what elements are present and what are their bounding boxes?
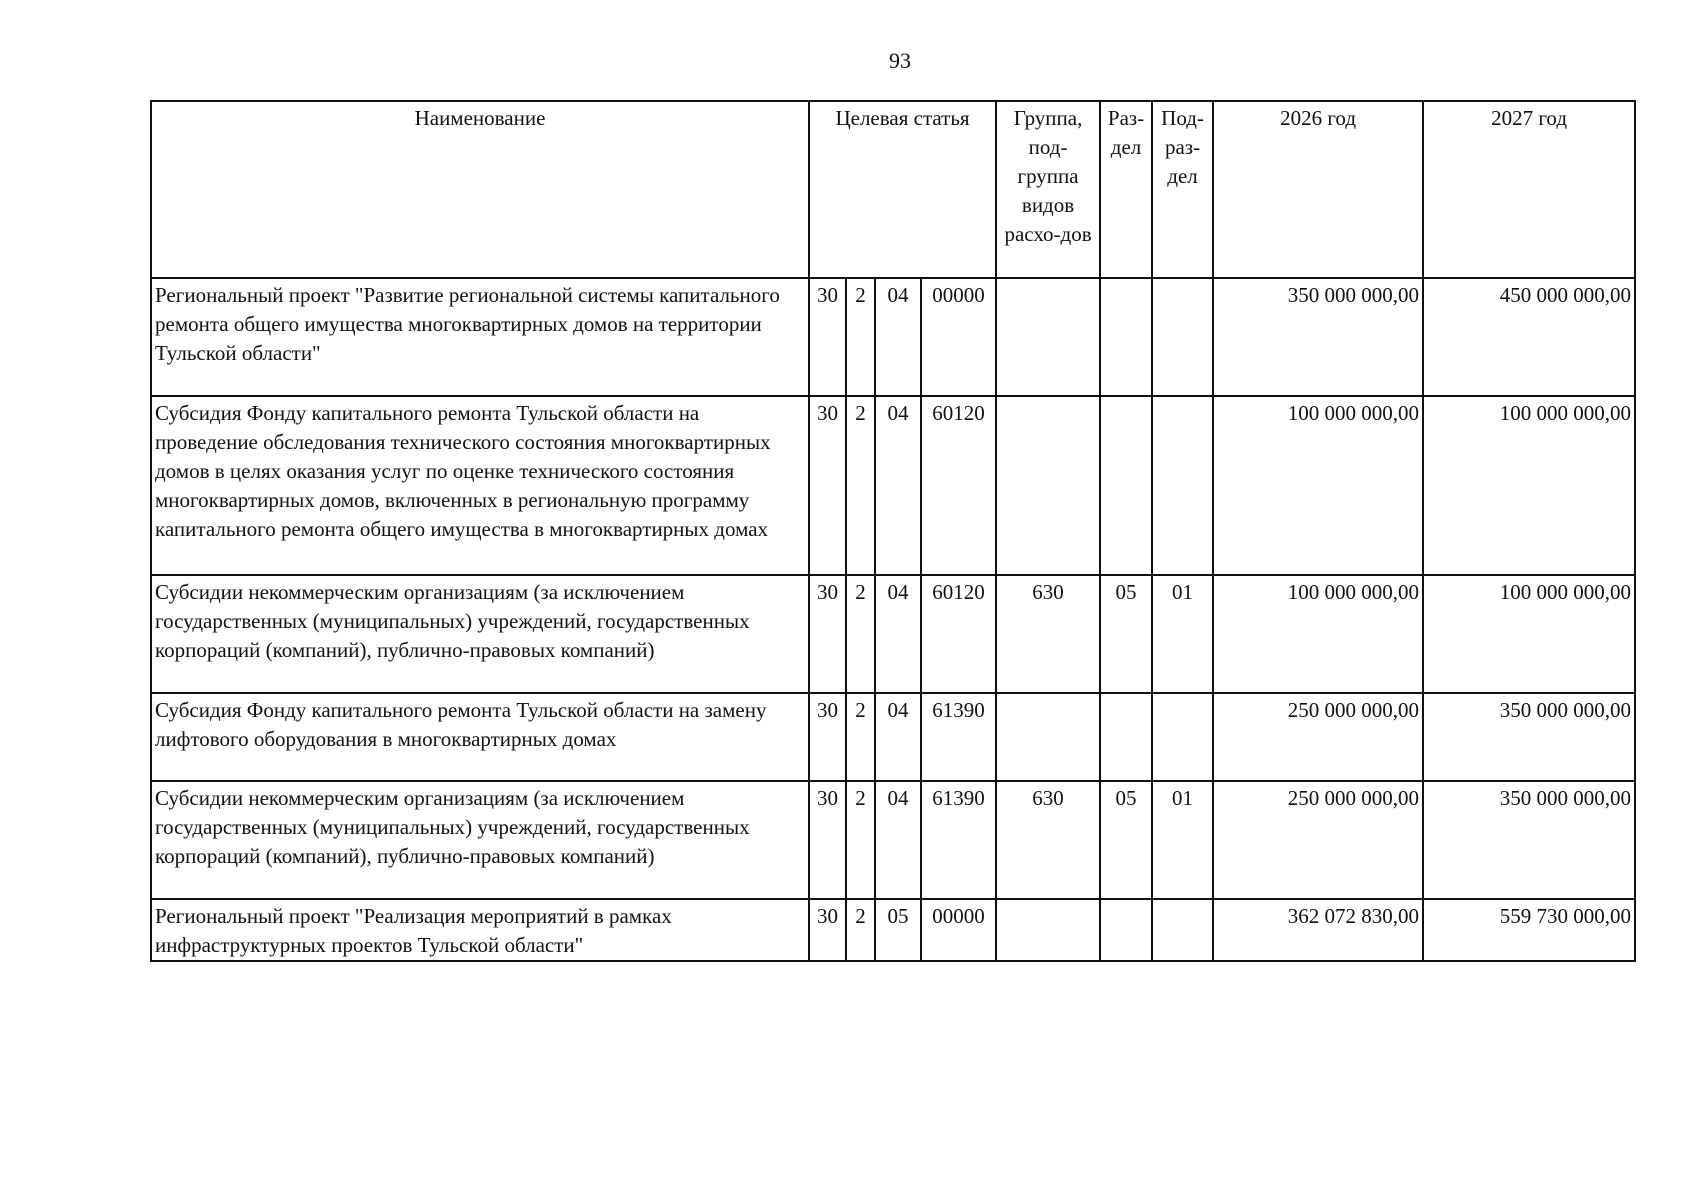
code-project: 04 [875, 575, 921, 693]
header-expense-group: Группа, под-группа видов расхо-дов [996, 101, 1100, 278]
header-subsection: Под-раз-дел [1152, 101, 1213, 278]
row-group: 630 [996, 575, 1100, 693]
row-amount-2026: 362 072 830,00 [1213, 899, 1423, 961]
row-amount-2026: 250 000 000,00 [1213, 693, 1423, 781]
row-amount-2026: 100 000 000,00 [1213, 396, 1423, 575]
row-name: Субсидия Фонду капитального ремонта Тульской области на замену лифтового оборудования в многоквартирных домах [151, 693, 809, 781]
code-project: 04 [875, 693, 921, 781]
header-year-2026: 2026 год [1213, 101, 1423, 278]
row-name: Субсидии некоммерческим организациям (за исключением государственных (муниципальных) учреждений, государственных корпораций (компаний), публично-правовых компаний) [151, 781, 809, 899]
code-program: 30 [809, 693, 846, 781]
row-subsection [1152, 899, 1213, 961]
code-project: 04 [875, 781, 921, 899]
budget-table [150, 100, 1636, 962]
row-amount-2026: 350 000 000,00 [1213, 278, 1423, 396]
code-subprogram: 2 [846, 899, 875, 961]
row-subsection: 01 [1152, 575, 1213, 693]
row-section: 05 [1100, 781, 1152, 899]
table-row [151, 693, 1635, 781]
code-subprogram: 2 [846, 396, 875, 575]
row-subsection: 01 [1152, 781, 1213, 899]
code-project: 05 [875, 899, 921, 961]
table-row [151, 899, 1635, 961]
row-amount-2027: 100 000 000,00 [1423, 396, 1635, 575]
row-amount-2026: 100 000 000,00 [1213, 575, 1423, 693]
header-year-2027: 2027 год [1423, 101, 1635, 278]
row-amount-2027: 350 000 000,00 [1423, 693, 1635, 781]
row-name: Субсидии некоммерческим организациям (за исключением государственных (муниципальных) учреждений, государственных корпораций (компаний), публично-правовых компаний) [151, 575, 809, 693]
row-section [1100, 396, 1152, 575]
header-target-article: Целевая статья [809, 101, 996, 278]
row-name: Региональный проект "Развитие региональной системы капитального ремонта общего имущества многоквартирных домов на территории Тульской области" [151, 278, 809, 396]
row-amount-2027: 559 730 000,00 [1423, 899, 1635, 961]
code-direction: 60120 [921, 396, 996, 575]
row-section [1100, 899, 1152, 961]
row-group [996, 693, 1100, 781]
code-direction: 60120 [921, 575, 996, 693]
row-amount-2026: 250 000 000,00 [1213, 781, 1423, 899]
code-direction: 00000 [921, 278, 996, 396]
code-program: 30 [809, 396, 846, 575]
row-group [996, 278, 1100, 396]
code-program: 30 [809, 781, 846, 899]
code-subprogram: 2 [846, 575, 875, 693]
row-section [1100, 278, 1152, 396]
row-subsection [1152, 693, 1213, 781]
table-row [151, 781, 1635, 899]
row-group: 630 [996, 781, 1100, 899]
code-program: 30 [809, 278, 846, 396]
row-amount-2027: 350 000 000,00 [1423, 781, 1635, 899]
row-name: Региональный проект "Реализация мероприятий в рамках инфраструктурных проектов Тульской области" [151, 899, 809, 961]
code-project: 04 [875, 396, 921, 575]
code-project: 04 [875, 278, 921, 396]
row-group [996, 899, 1100, 961]
header-name: Наименование [151, 101, 809, 278]
code-subprogram: 2 [846, 781, 875, 899]
code-direction: 00000 [921, 899, 996, 961]
code-program: 30 [809, 899, 846, 961]
row-subsection [1152, 278, 1213, 396]
row-amount-2027: 450 000 000,00 [1423, 278, 1635, 396]
table-row [151, 575, 1635, 693]
table-row [151, 396, 1635, 575]
row-name: Субсидия Фонду капитального ремонта Тульской области на проведение обследования технического состояния многоквартирных домов в целях оказания услуг по оценке технического состояния многоквартирных домов, включенных в региональную программу капитального ремонта общего имущества в многоквартирных домах [151, 396, 809, 575]
table-header-row [151, 101, 1635, 278]
code-subprogram: 2 [846, 693, 875, 781]
code-direction: 61390 [921, 781, 996, 899]
row-amount-2027: 100 000 000,00 [1423, 575, 1635, 693]
code-direction: 61390 [921, 693, 996, 781]
table-row [151, 278, 1635, 396]
row-subsection [1152, 396, 1213, 575]
row-section: 05 [1100, 575, 1152, 693]
code-program: 30 [809, 575, 846, 693]
row-group [996, 396, 1100, 575]
page-number: 93 [889, 48, 911, 73]
row-section [1100, 693, 1152, 781]
header-section: Раз-дел [1100, 101, 1152, 278]
code-subprogram: 2 [846, 278, 875, 396]
